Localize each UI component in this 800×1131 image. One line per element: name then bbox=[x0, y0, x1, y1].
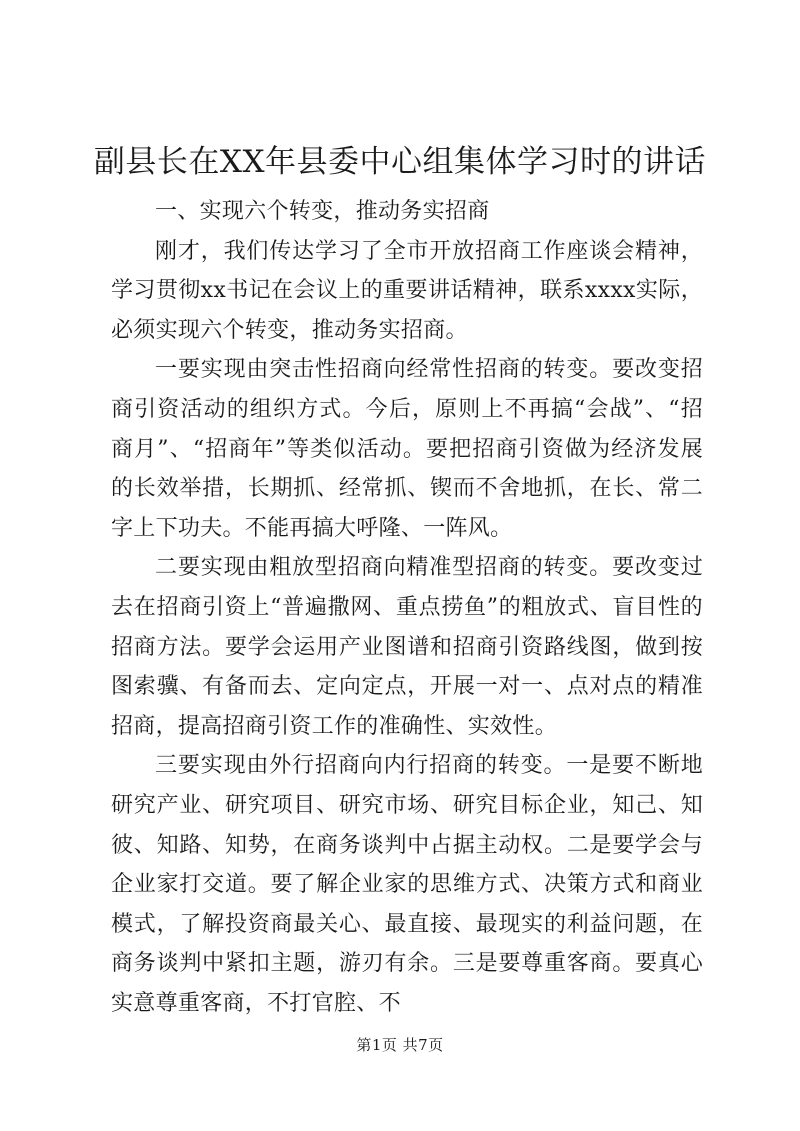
body-paragraph: 刚才，我们传达学习了全市开放招商工作座谈会精神，学习贯彻xx书记在会议上的重要讲话精神，联系xxxx实际，必须实现六个转变，推动务实招商。 bbox=[111, 238, 703, 343]
page-footer: 第1页 共7页 bbox=[356, 1036, 444, 1054]
body-paragraph: 一要实现由突击性招商向经常性招商的转变。要改变招商引资活动的组织方式。今后，原则上不再搞“会战”、“招商月”、“招商年”等类似活动。要把招商引资做为经济发展的长效举措，长期抓、经常抓、锲而不舍地抓，在长、常二字上下功夫。不能再搞大呼隆、一阵风。 bbox=[111, 357, 703, 541]
body-paragraph: 三要实现由外行招商向内行招商的转变。一是要不断地研究产业、研究项目、研究市场、研究目标企业，知己、知彼、知路、知势，在商务谈判中占据主动权。二是要学会与企业家打交道。要了解企业家的思维方式、决策方式和商业模式，了解投资商最关心、最直接、最现实的利益问题，在商务谈判中紧扣主题，游刃有余。三是要尊重客商。要真心实意尊重客商，不打官腔、不 bbox=[111, 753, 703, 1016]
section-heading: 一、实现六个转变，推动务实招商 bbox=[155, 199, 490, 224]
body-paragraph: 二要实现由粗放型招商向精准型招商的转变。要改变过去在招商引资上“普遍撒网、重点捞鱼”的粗放式、盲目性的招商方法。要学会运用产业图谱和招商引资路线图，做到按图索骥、有备而去、定向定点，开展一对一、点对点的精准招商，提高招商引资工作的准确性、实效性。 bbox=[111, 555, 703, 739]
document-body bbox=[111, 192, 703, 1023]
document-title: 副县长在XX年县委中心组集体学习时的讲话 bbox=[93, 144, 707, 180]
